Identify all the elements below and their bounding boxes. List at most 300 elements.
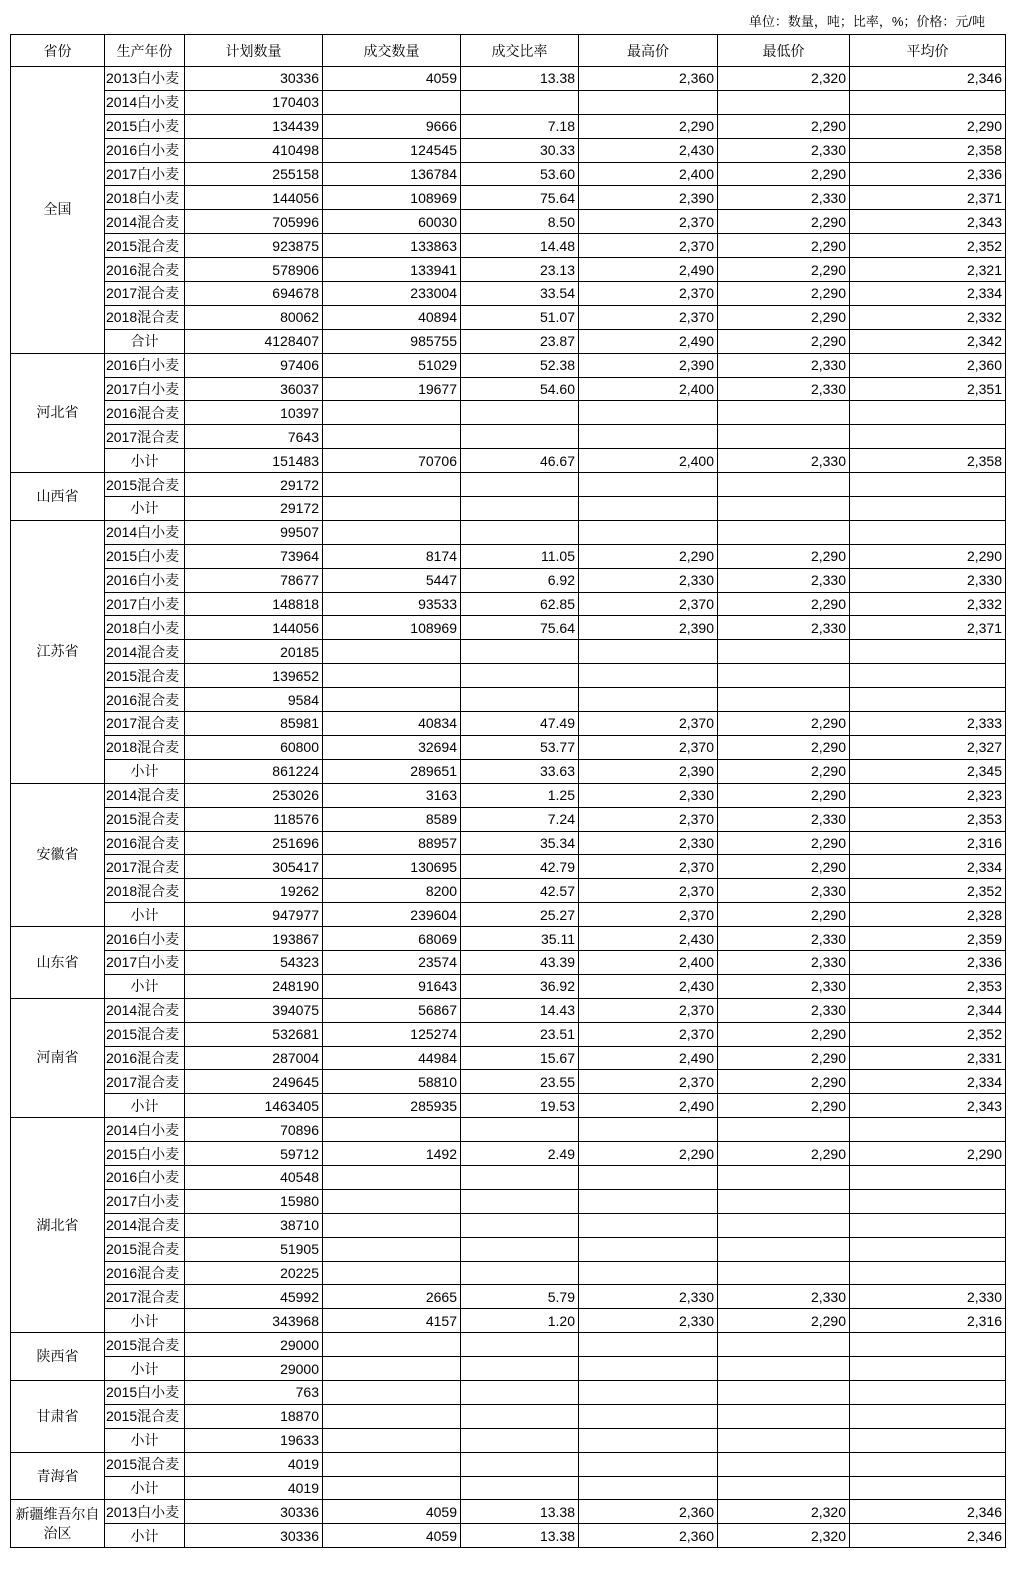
deal-ratio-cell: 15.67 bbox=[461, 1046, 579, 1070]
plan-qty-cell: 20185 bbox=[185, 640, 323, 664]
min-price-cell bbox=[718, 1380, 850, 1404]
max-price-cell bbox=[579, 1333, 718, 1357]
max-price-cell: 2,330 bbox=[579, 783, 718, 807]
table-row bbox=[11, 1357, 1006, 1381]
deal-ratio-cell bbox=[461, 497, 579, 521]
min-price-cell: 2,320 bbox=[718, 67, 850, 91]
year-cell: 2015混合麦 bbox=[105, 664, 185, 688]
avg-price-cell bbox=[850, 425, 1006, 449]
min-price-cell bbox=[718, 1165, 850, 1189]
max-price-cell: 2,490 bbox=[579, 1046, 718, 1070]
plan-qty-cell: 170403 bbox=[185, 90, 323, 114]
table-row bbox=[11, 855, 1006, 879]
max-price-cell bbox=[579, 1237, 718, 1261]
avg-price-cell bbox=[850, 1476, 1006, 1500]
table-row bbox=[11, 783, 1006, 807]
max-price-cell: 2,370 bbox=[579, 807, 718, 831]
avg-price-cell bbox=[850, 1237, 1006, 1261]
max-price-cell: 2,370 bbox=[579, 1070, 718, 1094]
year-cell: 小计 bbox=[105, 1524, 185, 1548]
min-price-cell: 2,290 bbox=[718, 1094, 850, 1118]
min-price-cell: 2,290 bbox=[718, 592, 850, 616]
header-province: 省份 bbox=[11, 35, 105, 67]
plan-qty-cell: 763 bbox=[185, 1380, 323, 1404]
max-price-cell bbox=[579, 401, 718, 425]
min-price-cell: 2,330 bbox=[718, 186, 850, 210]
max-price-cell bbox=[579, 1357, 718, 1381]
province-cell: 河南省 bbox=[11, 998, 105, 1117]
year-cell: 2014混合麦 bbox=[105, 783, 185, 807]
year-cell: 小计 bbox=[105, 1428, 185, 1452]
max-price-cell: 2,360 bbox=[579, 67, 718, 91]
year-cell: 2015白小麦 bbox=[105, 114, 185, 138]
deal-qty-cell: 5447 bbox=[323, 568, 461, 592]
max-price-cell bbox=[579, 425, 718, 449]
plan-qty-cell: 1463405 bbox=[185, 1094, 323, 1118]
plan-qty-cell: 10397 bbox=[185, 401, 323, 425]
avg-price-cell: 2,336 bbox=[850, 950, 1006, 974]
header-plan-qty: 计划数量 bbox=[185, 35, 323, 67]
table-row bbox=[11, 592, 1006, 616]
plan-qty-cell: 139652 bbox=[185, 664, 323, 688]
plan-qty-cell: 923875 bbox=[185, 234, 323, 258]
min-price-cell bbox=[718, 1404, 850, 1428]
min-price-cell: 2,330 bbox=[718, 449, 850, 473]
max-price-cell: 2,360 bbox=[579, 1500, 718, 1524]
table-row bbox=[11, 1476, 1006, 1500]
avg-price-cell: 2,328 bbox=[850, 903, 1006, 927]
avg-price-cell: 2,358 bbox=[850, 449, 1006, 473]
table-row bbox=[11, 1070, 1006, 1094]
table-row bbox=[11, 735, 1006, 759]
year-cell: 2014混合麦 bbox=[105, 998, 185, 1022]
min-price-cell bbox=[718, 1118, 850, 1142]
deal-qty-cell: 4059 bbox=[323, 67, 461, 91]
province-cell: 青海省 bbox=[11, 1452, 105, 1500]
avg-price-cell: 2,346 bbox=[850, 1500, 1006, 1524]
table-row bbox=[11, 1046, 1006, 1070]
deal-ratio-cell bbox=[461, 425, 579, 449]
deal-ratio-cell: 14.48 bbox=[461, 234, 579, 258]
deal-ratio-cell: 42.79 bbox=[461, 855, 579, 879]
year-cell: 2014白小麦 bbox=[105, 520, 185, 544]
min-price-cell: 2,290 bbox=[718, 1022, 850, 1046]
year-cell: 2017混合麦 bbox=[105, 855, 185, 879]
max-price-cell bbox=[579, 497, 718, 521]
deal-qty-cell: 70706 bbox=[323, 449, 461, 473]
year-cell: 2016混合麦 bbox=[105, 1046, 185, 1070]
deal-ratio-cell: 33.63 bbox=[461, 759, 579, 783]
min-price-cell bbox=[718, 640, 850, 664]
year-cell: 2017混合麦 bbox=[105, 425, 185, 449]
year-cell: 2016混合麦 bbox=[105, 401, 185, 425]
plan-qty-cell: 253026 bbox=[185, 783, 323, 807]
table-row bbox=[11, 616, 1006, 640]
min-price-cell: 2,290 bbox=[718, 855, 850, 879]
deal-qty-cell: 2665 bbox=[323, 1285, 461, 1309]
deal-ratio-cell bbox=[461, 664, 579, 688]
deal-ratio-cell: 5.79 bbox=[461, 1285, 579, 1309]
deal-ratio-cell bbox=[461, 1380, 579, 1404]
min-price-cell: 2,330 bbox=[718, 616, 850, 640]
plan-qty-cell: 305417 bbox=[185, 855, 323, 879]
plan-qty-cell: 70896 bbox=[185, 1118, 323, 1142]
avg-price-cell: 2,371 bbox=[850, 616, 1006, 640]
year-cell: 2015混合麦 bbox=[105, 1333, 185, 1357]
avg-price-cell: 2,352 bbox=[850, 1022, 1006, 1046]
unit-note: 单位：数量，吨；比率，%；价格：元/吨 bbox=[748, 14, 985, 29]
header-deal-qty: 成交数量 bbox=[323, 35, 461, 67]
year-cell: 2018混合麦 bbox=[105, 305, 185, 329]
table-row bbox=[11, 401, 1006, 425]
avg-price-cell: 2,360 bbox=[850, 353, 1006, 377]
deal-ratio-cell: 2.49 bbox=[461, 1142, 579, 1166]
avg-price-cell: 2,343 bbox=[850, 1094, 1006, 1118]
plan-qty-cell: 144056 bbox=[185, 616, 323, 640]
table-row bbox=[11, 258, 1006, 282]
table-row bbox=[11, 305, 1006, 329]
deal-qty-cell bbox=[323, 1452, 461, 1476]
table-row bbox=[11, 1500, 1006, 1524]
plan-qty-cell: 19262 bbox=[185, 879, 323, 903]
avg-price-cell bbox=[850, 1428, 1006, 1452]
table-row bbox=[11, 1261, 1006, 1285]
deal-ratio-cell: 33.54 bbox=[461, 282, 579, 306]
deal-qty-cell: 8589 bbox=[323, 807, 461, 831]
deal-qty-cell bbox=[323, 1213, 461, 1237]
year-cell: 2015混合麦 bbox=[105, 1022, 185, 1046]
table-row bbox=[11, 1094, 1006, 1118]
max-price-cell bbox=[579, 664, 718, 688]
province-cell: 甘肃省 bbox=[11, 1380, 105, 1452]
plan-qty-cell: 947977 bbox=[185, 903, 323, 927]
max-price-cell: 2,490 bbox=[579, 329, 718, 353]
year-cell: 2016白小麦 bbox=[105, 927, 185, 951]
deal-ratio-cell: 7.24 bbox=[461, 807, 579, 831]
min-price-cell: 2,320 bbox=[718, 1500, 850, 1524]
table-row bbox=[11, 974, 1006, 998]
year-cell: 2014白小麦 bbox=[105, 1118, 185, 1142]
table-row bbox=[11, 712, 1006, 736]
avg-price-cell: 2,323 bbox=[850, 783, 1006, 807]
avg-price-cell: 2,343 bbox=[850, 210, 1006, 234]
deal-qty-cell: 3163 bbox=[323, 783, 461, 807]
deal-ratio-cell bbox=[461, 640, 579, 664]
avg-price-cell bbox=[850, 401, 1006, 425]
deal-ratio-cell bbox=[461, 1213, 579, 1237]
deal-ratio-cell bbox=[461, 1476, 579, 1500]
max-price-cell bbox=[579, 1189, 718, 1213]
avg-price-cell: 2,334 bbox=[850, 855, 1006, 879]
deal-qty-cell bbox=[323, 1404, 461, 1428]
min-price-cell: 2,330 bbox=[718, 568, 850, 592]
max-price-cell bbox=[579, 1452, 718, 1476]
year-cell: 2014混合麦 bbox=[105, 210, 185, 234]
deal-qty-cell: 133863 bbox=[323, 234, 461, 258]
max-price-cell: 2,370 bbox=[579, 1022, 718, 1046]
max-price-cell: 2,330 bbox=[579, 831, 718, 855]
deal-qty-cell bbox=[323, 401, 461, 425]
header-max-price: 最高价 bbox=[579, 35, 718, 67]
table-row bbox=[11, 544, 1006, 568]
max-price-cell: 2,370 bbox=[579, 998, 718, 1022]
year-cell: 2017混合麦 bbox=[105, 282, 185, 306]
plan-qty-cell: 4019 bbox=[185, 1476, 323, 1500]
year-cell: 2014混合麦 bbox=[105, 1213, 185, 1237]
year-cell: 2015白小麦 bbox=[105, 1142, 185, 1166]
deal-ratio-cell: 11.05 bbox=[461, 544, 579, 568]
plan-qty-cell: 193867 bbox=[185, 927, 323, 951]
header-avg-price: 平均价 bbox=[850, 35, 1006, 67]
max-price-cell: 2,370 bbox=[579, 903, 718, 927]
plan-qty-cell: 40548 bbox=[185, 1165, 323, 1189]
max-price-cell bbox=[579, 90, 718, 114]
plan-qty-cell: 4019 bbox=[185, 1452, 323, 1476]
plan-qty-cell: 97406 bbox=[185, 353, 323, 377]
min-price-cell: 2,330 bbox=[718, 879, 850, 903]
table-row bbox=[11, 998, 1006, 1022]
plan-qty-cell: 59712 bbox=[185, 1142, 323, 1166]
deal-qty-cell bbox=[323, 1476, 461, 1500]
max-price-cell: 2,370 bbox=[579, 282, 718, 306]
table-row bbox=[11, 1404, 1006, 1428]
year-cell: 小计 bbox=[105, 497, 185, 521]
table-row bbox=[11, 520, 1006, 544]
max-price-cell: 2,370 bbox=[579, 879, 718, 903]
year-cell: 2015混合麦 bbox=[105, 1237, 185, 1261]
avg-price-cell bbox=[850, 1333, 1006, 1357]
table-row bbox=[11, 903, 1006, 927]
table-row bbox=[11, 807, 1006, 831]
max-price-cell: 2,430 bbox=[579, 974, 718, 998]
deal-qty-cell: 136784 bbox=[323, 162, 461, 186]
avg-price-cell: 2,359 bbox=[850, 927, 1006, 951]
max-price-cell: 2,430 bbox=[579, 927, 718, 951]
min-price-cell: 2,290 bbox=[718, 305, 850, 329]
deal-qty-cell: 985755 bbox=[323, 329, 461, 353]
min-price-cell: 2,290 bbox=[718, 210, 850, 234]
table-row bbox=[11, 234, 1006, 258]
deal-qty-cell: 8174 bbox=[323, 544, 461, 568]
min-price-cell bbox=[718, 1428, 850, 1452]
deal-qty-cell bbox=[323, 1261, 461, 1285]
plan-qty-cell: 251696 bbox=[185, 831, 323, 855]
deal-ratio-cell: 23.55 bbox=[461, 1070, 579, 1094]
table-row bbox=[11, 138, 1006, 162]
deal-ratio-cell bbox=[461, 401, 579, 425]
min-price-cell bbox=[718, 1452, 850, 1476]
max-price-cell: 2,390 bbox=[579, 186, 718, 210]
min-price-cell bbox=[718, 688, 850, 712]
deal-ratio-cell: 47.49 bbox=[461, 712, 579, 736]
year-cell: 2015白小麦 bbox=[105, 544, 185, 568]
avg-price-cell bbox=[850, 640, 1006, 664]
table-row bbox=[11, 186, 1006, 210]
avg-price-cell: 2,327 bbox=[850, 735, 1006, 759]
year-cell: 2017白小麦 bbox=[105, 950, 185, 974]
min-price-cell: 2,330 bbox=[718, 807, 850, 831]
deal-qty-cell: 40894 bbox=[323, 305, 461, 329]
year-cell: 小计 bbox=[105, 449, 185, 473]
max-price-cell: 2,370 bbox=[579, 592, 718, 616]
avg-price-cell: 2,334 bbox=[850, 1070, 1006, 1094]
deal-qty-cell: 1492 bbox=[323, 1142, 461, 1166]
year-cell: 2018混合麦 bbox=[105, 735, 185, 759]
plan-qty-cell: 78677 bbox=[185, 568, 323, 592]
header-row bbox=[11, 35, 1006, 67]
header-min-price: 最低价 bbox=[718, 35, 850, 67]
year-cell: 2017混合麦 bbox=[105, 1285, 185, 1309]
year-cell: 小计 bbox=[105, 974, 185, 998]
year-cell: 2015混合麦 bbox=[105, 473, 185, 497]
table-row bbox=[11, 1022, 1006, 1046]
min-price-cell bbox=[718, 1261, 850, 1285]
deal-ratio-cell bbox=[461, 688, 579, 712]
plan-qty-cell: 578906 bbox=[185, 258, 323, 282]
avg-price-cell: 2,346 bbox=[850, 67, 1006, 91]
plan-qty-cell: 118576 bbox=[185, 807, 323, 831]
deal-ratio-cell: 35.34 bbox=[461, 831, 579, 855]
avg-price-cell: 2,352 bbox=[850, 879, 1006, 903]
deal-qty-cell bbox=[323, 497, 461, 521]
province-cell: 湖北省 bbox=[11, 1118, 105, 1333]
year-cell: 2016白小麦 bbox=[105, 568, 185, 592]
table-row bbox=[11, 1213, 1006, 1237]
deal-ratio-cell: 35.11 bbox=[461, 927, 579, 951]
deal-qty-cell: 40834 bbox=[323, 712, 461, 736]
plan-qty-cell: 410498 bbox=[185, 138, 323, 162]
max-price-cell: 2,330 bbox=[579, 1309, 718, 1333]
deal-ratio-cell: 75.64 bbox=[461, 186, 579, 210]
deal-qty-cell: 56867 bbox=[323, 998, 461, 1022]
deal-ratio-cell: 53.60 bbox=[461, 162, 579, 186]
min-price-cell: 2,290 bbox=[718, 234, 850, 258]
avg-price-cell: 2,332 bbox=[850, 305, 1006, 329]
plan-qty-cell: 99507 bbox=[185, 520, 323, 544]
min-price-cell bbox=[718, 1189, 850, 1213]
avg-price-cell: 2,351 bbox=[850, 377, 1006, 401]
plan-qty-cell: 394075 bbox=[185, 998, 323, 1022]
deal-ratio-cell bbox=[461, 1189, 579, 1213]
year-cell: 合计 bbox=[105, 329, 185, 353]
max-price-cell bbox=[579, 1261, 718, 1285]
plan-qty-cell: 249645 bbox=[185, 1070, 323, 1094]
deal-qty-cell: 91643 bbox=[323, 974, 461, 998]
min-price-cell: 2,330 bbox=[718, 138, 850, 162]
max-price-cell: 2,430 bbox=[579, 138, 718, 162]
year-cell: 2013白小麦 bbox=[105, 67, 185, 91]
plan-qty-cell: 18870 bbox=[185, 1404, 323, 1428]
deal-ratio-cell: 14.43 bbox=[461, 998, 579, 1022]
deal-ratio-cell bbox=[461, 1428, 579, 1452]
avg-price-cell: 2,342 bbox=[850, 329, 1006, 353]
plan-qty-cell: 4128407 bbox=[185, 329, 323, 353]
min-price-cell: 2,290 bbox=[718, 783, 850, 807]
avg-price-cell: 2,358 bbox=[850, 138, 1006, 162]
max-price-cell: 2,370 bbox=[579, 855, 718, 879]
min-price-cell bbox=[718, 425, 850, 449]
table-row bbox=[11, 497, 1006, 521]
avg-price-cell: 2,290 bbox=[850, 1142, 1006, 1166]
deal-qty-cell bbox=[323, 473, 461, 497]
avg-price-cell: 2,352 bbox=[850, 234, 1006, 258]
wheat-auction-table bbox=[10, 34, 1006, 1548]
max-price-cell: 2,330 bbox=[579, 568, 718, 592]
max-price-cell: 2,400 bbox=[579, 377, 718, 401]
table-row bbox=[11, 640, 1006, 664]
min-price-cell bbox=[718, 401, 850, 425]
deal-ratio-cell bbox=[461, 520, 579, 544]
deal-qty-cell bbox=[323, 664, 461, 688]
year-cell: 2018白小麦 bbox=[105, 616, 185, 640]
min-price-cell: 2,330 bbox=[718, 377, 850, 401]
plan-qty-cell: 45992 bbox=[185, 1285, 323, 1309]
avg-price-cell bbox=[850, 520, 1006, 544]
province-cell: 江苏省 bbox=[11, 520, 105, 783]
deal-ratio-cell: 23.51 bbox=[461, 1022, 579, 1046]
deal-qty-cell: 4157 bbox=[323, 1309, 461, 1333]
avg-price-cell: 2,344 bbox=[850, 998, 1006, 1022]
deal-qty-cell: 124545 bbox=[323, 138, 461, 162]
plan-qty-cell: 38710 bbox=[185, 1213, 323, 1237]
year-cell: 2015白小麦 bbox=[105, 1380, 185, 1404]
table-row bbox=[11, 1189, 1006, 1213]
avg-price-cell bbox=[850, 90, 1006, 114]
max-price-cell bbox=[579, 1428, 718, 1452]
max-price-cell: 2,400 bbox=[579, 162, 718, 186]
min-price-cell: 2,330 bbox=[718, 950, 850, 974]
min-price-cell bbox=[718, 90, 850, 114]
avg-price-cell bbox=[850, 1118, 1006, 1142]
plan-qty-cell: 15980 bbox=[185, 1189, 323, 1213]
deal-ratio-cell bbox=[461, 1165, 579, 1189]
deal-ratio-cell: 75.64 bbox=[461, 616, 579, 640]
plan-qty-cell: 148818 bbox=[185, 592, 323, 616]
plan-qty-cell: 30336 bbox=[185, 1524, 323, 1548]
deal-qty-cell: 233004 bbox=[323, 282, 461, 306]
avg-price-cell bbox=[850, 664, 1006, 688]
deal-ratio-cell bbox=[461, 1261, 579, 1285]
deal-qty-cell bbox=[323, 1165, 461, 1189]
year-cell: 2016混合麦 bbox=[105, 688, 185, 712]
province-cell: 山东省 bbox=[11, 927, 105, 999]
min-price-cell: 2,330 bbox=[718, 927, 850, 951]
deal-qty-cell: 9666 bbox=[323, 114, 461, 138]
deal-ratio-cell: 23.13 bbox=[461, 258, 579, 282]
year-cell: 2015混合麦 bbox=[105, 234, 185, 258]
deal-ratio-cell bbox=[461, 473, 579, 497]
avg-price-cell: 2,353 bbox=[850, 974, 1006, 998]
province-cell: 新疆维吾尔自治区 bbox=[11, 1500, 105, 1548]
avg-price-cell: 2,316 bbox=[850, 831, 1006, 855]
avg-price-cell: 2,290 bbox=[850, 544, 1006, 568]
deal-ratio-cell: 13.38 bbox=[461, 1500, 579, 1524]
deal-ratio-cell: 53.77 bbox=[461, 735, 579, 759]
deal-qty-cell: 130695 bbox=[323, 855, 461, 879]
table-row bbox=[11, 1333, 1006, 1357]
deal-qty-cell bbox=[323, 1333, 461, 1357]
plan-qty-cell: 532681 bbox=[185, 1022, 323, 1046]
deal-ratio-cell: 46.67 bbox=[461, 449, 579, 473]
plan-qty-cell: 343968 bbox=[185, 1309, 323, 1333]
deal-qty-cell: 289651 bbox=[323, 759, 461, 783]
deal-qty-cell: 239604 bbox=[323, 903, 461, 927]
deal-qty-cell: 133941 bbox=[323, 258, 461, 282]
table-row bbox=[11, 1428, 1006, 1452]
avg-price-cell bbox=[850, 1213, 1006, 1237]
deal-qty-cell bbox=[323, 640, 461, 664]
year-cell: 小计 bbox=[105, 1094, 185, 1118]
